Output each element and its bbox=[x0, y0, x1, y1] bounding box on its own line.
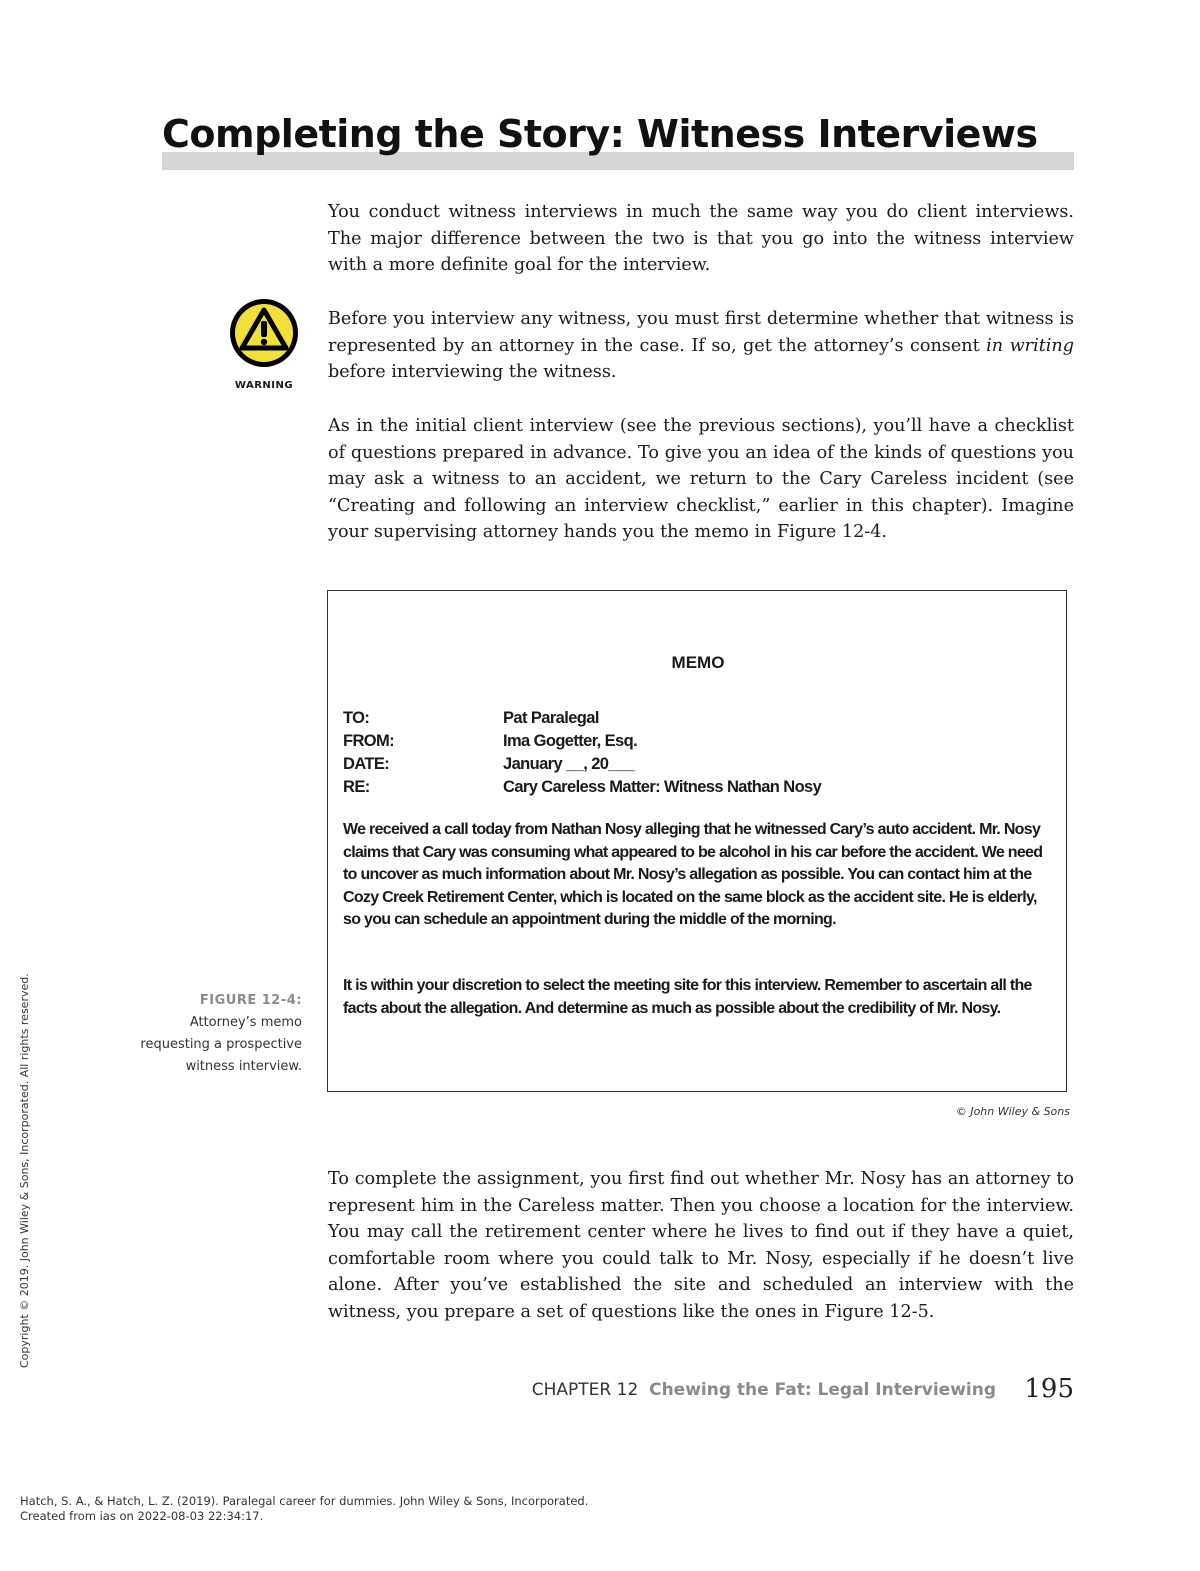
memo-copyright: © John Wiley & Sons bbox=[955, 1105, 1070, 1118]
warning-label: WARNING bbox=[234, 380, 294, 391]
chapter-title: Chewing the Fat: Legal Interviewing bbox=[649, 1380, 996, 1400]
warning-paragraph bbox=[328, 306, 1074, 386]
warning-text-end: before interviewing the witness. bbox=[328, 362, 617, 382]
memo-field-label: FROM: bbox=[343, 732, 395, 750]
memo-field-value: January __, 20___ bbox=[503, 755, 635, 773]
memo-field-label: RE: bbox=[343, 778, 370, 796]
memo-field-value: Ima Gogetter, Esq. bbox=[503, 732, 638, 750]
warning-icon bbox=[226, 296, 302, 370]
citation-line: Hatch, S. A., & Hatch, L. Z. (2019). Paralegal career for dummies. John Wiley & Sons, Incorporated. bbox=[20, 1494, 589, 1508]
warning-text-emphasis: in writing bbox=[986, 335, 1074, 356]
memo-figure bbox=[327, 590, 1067, 1092]
memo-title: MEMO bbox=[671, 653, 725, 672]
memo-body-paragraph-1: We received a call today from Nathan Nosy alleging that he witnessed Cary’s auto accident. Mr. Nosy claims that Cary was consuming what appeared to be alcohol in his car before the accident. We need to uncover as much information about Mr. Nosy’s allegation as possible. You can contact him at the Cozy Creek Retirement Center, which is located on the same block as the accident site. He is elderly, so you can schedule an appointment during the middle of the morning. bbox=[343, 821, 1043, 928]
figure-caption bbox=[130, 990, 302, 1078]
page-number: 195 bbox=[1024, 1374, 1074, 1404]
figure-label: FIGURE 12-4: bbox=[199, 993, 302, 1008]
memo-field-label: DATE: bbox=[343, 755, 390, 773]
footer-chapter bbox=[532, 1380, 996, 1400]
intro-paragraph: You conduct witness interviews in much the same way you do client interviews. The major difference between the two is that you go into the witness interview with a more definite goal for the interview. bbox=[328, 202, 1074, 275]
page-footer bbox=[420, 1374, 1074, 1408]
memo-field-value: Cary Careless Matter: Witness Nathan Nosy bbox=[503, 778, 822, 796]
chapter-number: CHAPTER 12 bbox=[531, 1380, 639, 1400]
section-heading: Completing the Story: Witness Interviews bbox=[162, 112, 1038, 156]
side-copyright-note: Copyright © 2019. John Wiley & Sons, Incorporated. All rights reserved. bbox=[18, 973, 31, 1368]
memo-field-value: Pat Paralegal bbox=[503, 709, 599, 727]
citation-block bbox=[20, 1494, 588, 1524]
figure-caption-text: Attorney’s memo requesting a prospective witness interview. bbox=[140, 1015, 302, 1074]
heading-block bbox=[162, 112, 1074, 170]
closing-paragraph: To complete the assignment, you first find out whether Mr. Nosy has an attorney to represent him in the Careless matter. Then you choose a location for the interview. You may call the retirement center where he lives to find out if they have a quiet, comfortable room where you could talk to Mr. Nosy, especially if he doesn’t live alone. After you’ve established the site and scheduled an interview with the witness, you prepare a set of questions like the ones in Figure 12-5. bbox=[328, 1169, 1074, 1322]
created-line: Created from ias on 2022-08-03 22:34:17. bbox=[20, 1509, 264, 1523]
warning-text-start: Before you interview any witness, you must first determine whether that witness is represented by an attorney in the case. If so, get the attorney’s consent bbox=[328, 309, 1074, 356]
memo-field-label: TO: bbox=[343, 709, 370, 727]
checklist-paragraph: As in the initial client interview (see the previous sections), you’ll have a checklist of questions prepared in advance. To give you an idea of the kinds of questions you may ask a witness to an accident, we return to the Cary Careless incident (see “Creating and following an interview checklist,” earlier in this chapter). Imagine your supervising attorney hands you the memo in Figure 12-4. bbox=[328, 416, 1074, 542]
memo-body-paragraph-2: It is within your discretion to select the meeting site for this interview. Remember to ascertain all the facts about the allegation. And determine as much as possible about the credibility of Mr. Nosy. bbox=[343, 977, 1032, 1017]
